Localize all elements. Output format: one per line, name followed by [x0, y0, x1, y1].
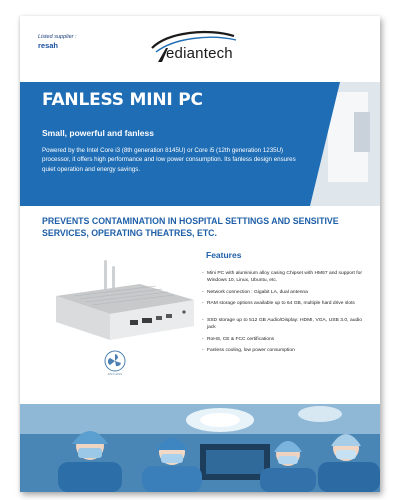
features-list — [202, 270, 362, 354]
list-item: - Network connection : Gigabit LA, dual antenna — [202, 289, 362, 296]
hero-description: Powered by the Intel Core i3 (8th generation 8145U) or Core i5 (12th generation 1235U) processor, it offers high performance and low power consumption. Its fanless design ensures quiet operation and energy savings. — [42, 147, 296, 173]
fan-icon — [104, 350, 126, 372]
supplier-label: Listed supplier : — [38, 34, 77, 40]
features-panel — [202, 250, 362, 358]
fanless-caption: FAN LESS — [107, 372, 123, 376]
list-item: - RAM storage options available up to 64 GB, multiple hard drive slots — [202, 300, 362, 307]
hero-subtitle: Small, powerful and fanless — [42, 128, 154, 138]
features-title: Features — [206, 250, 242, 260]
listed-supplier-mark — [38, 34, 98, 50]
section-heading: PREVENTS CONTAMINATION IN HOSPITAL SETTINGS AND SENSITIVE SERVICES, OPERATING THEATRES, ETC. — [42, 216, 339, 238]
brand-name: ediantech — [166, 45, 233, 62]
list-item: - Mini PC with aluminium alloy casing Chipset with HM67 and support for Windows 10, Linux, Ubuntu, etc. — [202, 270, 362, 285]
list-item: - RoHS, CE & FCC certifications — [202, 336, 362, 343]
supplier-name: resah — [38, 41, 59, 50]
hero-device-photo — [310, 82, 380, 206]
list-item: - SSD storage up to 512 GB Audio/Display: HDMI, VGA, USB 3.0, audio jack — [202, 317, 362, 332]
brand-logo — [138, 26, 268, 66]
fanless-badge — [104, 350, 126, 376]
hero-title: FANLESS MINI PC — [42, 90, 203, 110]
operating-theatre-photo — [20, 404, 380, 492]
list-item: - Fanless cooling, low power consumption — [202, 347, 362, 354]
brochure-page — [20, 16, 380, 492]
hero-banner — [20, 82, 380, 206]
